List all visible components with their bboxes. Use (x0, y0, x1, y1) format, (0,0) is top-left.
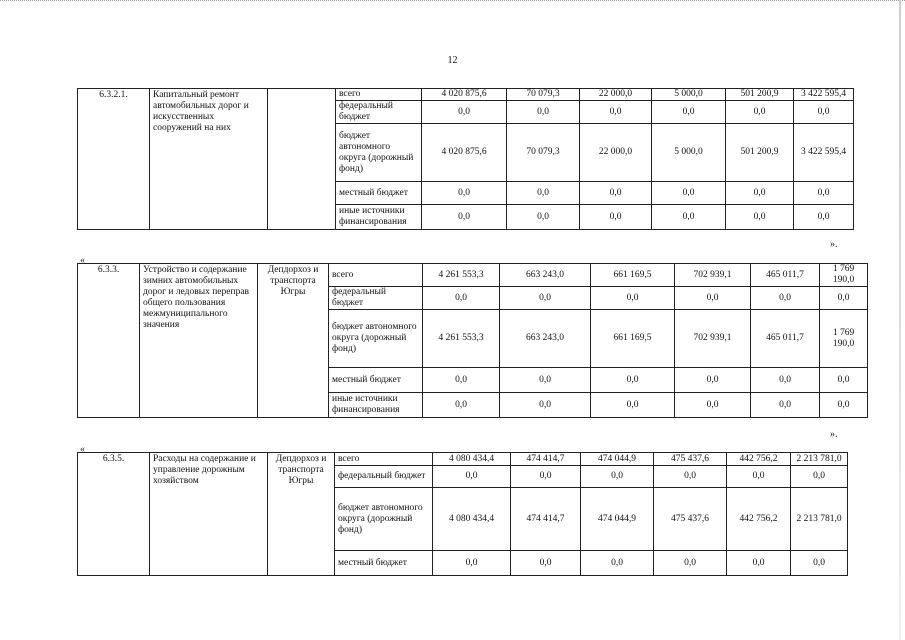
amount-cell: 663 243,0 (500, 264, 591, 287)
amount-cell: 474 044,9 (581, 453, 654, 466)
funding-source: местный бюджет (335, 551, 433, 576)
funding-source: всего (335, 453, 433, 466)
amount-cell: 0,0 (654, 551, 727, 576)
table-row (78, 453, 848, 466)
amount-cell: 0,0 (820, 393, 868, 418)
table-block-6-3-2-1 (77, 88, 854, 230)
amount-cell: 702 939,1 (675, 264, 751, 287)
amount-cell: 0,0 (675, 287, 751, 310)
funding-source: всего (336, 89, 422, 101)
amount-cell: 0,0 (726, 205, 794, 230)
amount-cell: 0,0 (423, 368, 500, 393)
amount-cell: 0,0 (675, 393, 751, 418)
funding-source: бюджет автономного округа (дорожный фонд) (336, 124, 422, 182)
amount-cell: 0,0 (751, 287, 820, 310)
amount-cell: 465 011,7 (751, 310, 820, 368)
amount-cell: 0,0 (422, 205, 507, 230)
amount-cell: 0,0 (794, 182, 854, 205)
measure-name: Расходы на содержание и управление дорожным хозяйством (150, 453, 268, 576)
table-block-6-3-3 (77, 263, 868, 418)
amount-cell: 22 000,0 (580, 124, 652, 182)
amount-cell: 0,0 (422, 101, 507, 124)
amount-cell: 0,0 (675, 368, 751, 393)
amount-cell: 0,0 (433, 466, 511, 488)
amount-cell: 0,0 (500, 287, 591, 310)
table-block-6-3-5 (77, 452, 848, 576)
amount-cell: 0,0 (580, 205, 652, 230)
page-number: 12 (447, 55, 458, 66)
amount-cell: 0,0 (507, 101, 580, 124)
amount-cell: 0,0 (507, 182, 580, 205)
amount-cell: 442 756,2 (727, 488, 791, 551)
amount-cell: 0,0 (500, 393, 591, 418)
amount-cell: 1 769 190,0 (820, 264, 868, 287)
amount-cell: 475 437,6 (654, 488, 727, 551)
amount-cell: 0,0 (591, 287, 675, 310)
amount-cell: 0,0 (423, 287, 500, 310)
block-body (78, 89, 854, 230)
amount-cell: 0,0 (726, 182, 794, 205)
opening-quote-1: « (80, 255, 85, 266)
measure-name: Капитальный ремонт автомобильных дорог и искусственных сооружений на них (150, 89, 268, 230)
executor (268, 89, 336, 230)
amount-cell: 0,0 (727, 551, 791, 576)
table-row (78, 89, 854, 101)
amount-cell: 3 422 595,4 (794, 124, 854, 182)
amount-cell: 70 079,3 (507, 89, 580, 101)
amount-cell: 661 169,5 (591, 264, 675, 287)
amount-cell: 474 414,7 (511, 453, 581, 466)
amount-cell: 5 000,0 (652, 89, 726, 101)
amount-cell: 4 080 434,4 (433, 453, 511, 466)
amount-cell: 0,0 (581, 466, 654, 488)
amount-cell: 4 261 553,3 (423, 264, 500, 287)
funding-source: бюджет автономного округа (дорожный фонд) (335, 488, 433, 551)
amount-cell: 0,0 (652, 205, 726, 230)
scan-right-edge (899, 0, 901, 640)
amount-cell: 0,0 (652, 101, 726, 124)
amount-cell: 465 011,7 (751, 264, 820, 287)
amount-cell: 4 080 434,4 (433, 488, 511, 551)
amount-cell: 1 769 190,0 (820, 310, 868, 368)
scan-top-edge (0, 0, 905, 15)
closing-quote-2: ». (830, 429, 838, 440)
amount-cell: 4 020 875,6 (422, 89, 507, 101)
amount-cell: 0,0 (794, 205, 854, 230)
amount-cell: 0,0 (794, 101, 854, 124)
amount-cell: 0,0 (791, 466, 848, 488)
amount-cell: 0,0 (591, 368, 675, 393)
amount-cell: 2 213 781,0 (791, 453, 848, 466)
measure-code: 6.3.3. (78, 264, 140, 418)
amount-cell: 0,0 (726, 101, 794, 124)
amount-cell: 474 414,7 (511, 488, 581, 551)
executor: Депдорхоз и транспорта Югры (258, 264, 329, 418)
amount-cell: 0,0 (591, 393, 675, 418)
block-body (78, 264, 868, 418)
amount-cell: 474 044,9 (581, 488, 654, 551)
amount-cell: 0,0 (652, 182, 726, 205)
amount-cell: 501 200,9 (726, 124, 794, 182)
amount-cell: 661 169,5 (591, 310, 675, 368)
amount-cell: 0,0 (511, 551, 581, 576)
measure-name: Устройство и содержание зимних автомобильных дорог и ледовых переправ общего пользования межмуниципального значения (140, 264, 258, 418)
funding-source: местный бюджет (336, 182, 422, 205)
funding-source: федеральный бюджет (335, 466, 433, 488)
funding-source: федеральный бюджет (336, 101, 422, 124)
amount-cell: 0,0 (500, 368, 591, 393)
amount-cell: 2 213 781,0 (791, 488, 848, 551)
amount-cell: 0,0 (422, 182, 507, 205)
amount-cell: 702 939,1 (675, 310, 751, 368)
table-row (78, 264, 868, 287)
amount-cell: 0,0 (423, 393, 500, 418)
amount-cell: 442 756,2 (727, 453, 791, 466)
amount-cell: 0,0 (820, 287, 868, 310)
amount-cell: 475 437,6 (654, 453, 727, 466)
amount-cell: 0,0 (580, 101, 652, 124)
opening-quote-2: « (80, 444, 85, 455)
amount-cell: 0,0 (751, 393, 820, 418)
amount-cell: 663 243,0 (500, 310, 591, 368)
amount-cell: 0,0 (654, 466, 727, 488)
amount-cell: 0,0 (511, 466, 581, 488)
amount-cell: 3 422 595,4 (794, 89, 854, 101)
amount-cell: 0,0 (580, 182, 652, 205)
block-body (78, 453, 848, 576)
amount-cell: 0,0 (751, 368, 820, 393)
funding-source: иные источники финансирования (329, 393, 423, 418)
funding-source: бюджет автономного округа (дорожный фонд) (329, 310, 423, 368)
executor: Депдорхоз и транспорта Югры (268, 453, 335, 576)
amount-cell: 0,0 (507, 205, 580, 230)
amount-cell: 4 020 875,6 (422, 124, 507, 182)
amount-cell: 0,0 (433, 551, 511, 576)
amount-cell: 0,0 (727, 466, 791, 488)
amount-cell: 0,0 (581, 551, 654, 576)
funding-source: федеральный бюджет (329, 287, 423, 310)
measure-code: 6.3.5. (78, 453, 150, 576)
amount-cell: 0,0 (820, 368, 868, 393)
amount-cell: 501 200,9 (726, 89, 794, 101)
amount-cell: 0,0 (791, 551, 848, 576)
amount-cell: 22 000,0 (580, 89, 652, 101)
closing-quote-1: ». (830, 239, 838, 250)
amount-cell: 5 000,0 (652, 124, 726, 182)
funding-source: иные источники финансирования (336, 205, 422, 230)
amount-cell: 70 079,3 (507, 124, 580, 182)
amount-cell: 4 261 553,3 (423, 310, 500, 368)
funding-source: местный бюджет (329, 368, 423, 393)
funding-source: всего (329, 264, 423, 287)
measure-code: 6.3.2.1. (78, 89, 150, 230)
